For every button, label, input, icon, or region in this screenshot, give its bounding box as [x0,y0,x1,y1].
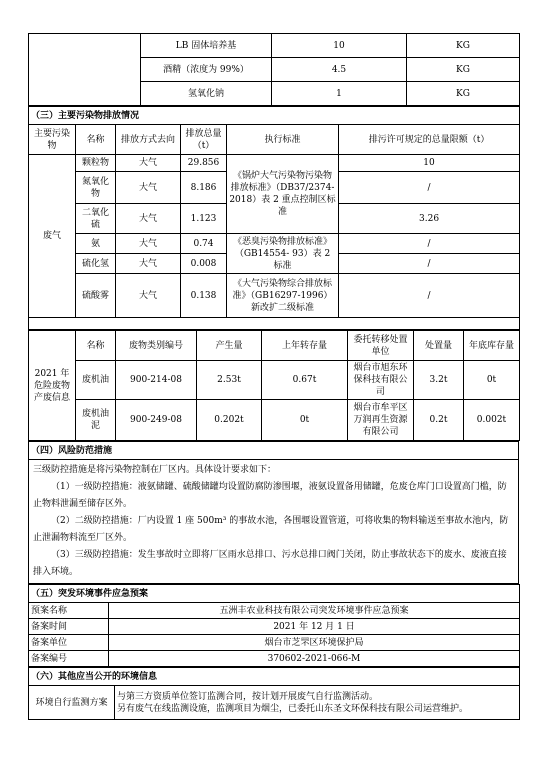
pollutant-total: 0.138 [181,274,227,318]
plan-value: 370602-2021-066-M [109,651,520,667]
hw-name: 废机油 [76,361,116,400]
monitoring-row [29,686,520,720]
plan-row [29,603,520,619]
pollutant-total: 29.856 [181,155,227,172]
pollutant-total: 0.74 [181,234,227,254]
pollutant-mode: 大气 [116,204,181,234]
hw-gen: 2.53t [197,361,262,400]
pollutant-total: 0.008 [181,254,227,274]
pollutant-table [28,106,520,330]
plan-value: 五洲丰农业科技有限公司突发环境事件应急预案 [109,603,520,619]
waste-gas-label: 废气 [29,155,76,318]
pollutant-mode: 大气 [116,254,181,274]
risk-level-2: （2）二级防控措施：厂内设置 1 座 500m³ 的事故水池，各围堰设置管道，可将收集的物料输送至事故水池内，防止泄漏物料流至厂区外。 [33,516,509,543]
risk-table [28,441,519,584]
pollutant-mode: 大气 [116,274,181,318]
hw-unit: 烟台市旭东环保科技有限公司 [348,361,414,400]
plan-value: 2021 年 12 月 1 日 [109,619,520,635]
pollutant-row [29,234,520,254]
hw-disp: 3.2t [414,361,464,400]
materials-row [29,34,520,58]
hw-code: 900-249-08 [116,400,197,441]
pollutant-mode: 大气 [116,234,181,254]
monitoring-line-2: 另有废气在线监测设施，监测项目为烟尘，已委托山东圣文环保科技有限公司运营维护。 [117,703,469,714]
header-main-pollutant: 主要污染物 [29,125,76,155]
plan-label: 备案编号 [29,651,109,667]
emergency-plan-table [28,584,520,667]
plan-label: 预案名称 [29,603,109,619]
pollutant-name: 氨 [76,234,116,254]
hw-name: 废机油泥 [76,400,116,441]
standard-comprehensive: 《大气污染物综合排放标准》（GB16297-1996）新改扩二级标准 [227,274,339,318]
hw-header: 年底库存量 [464,331,520,361]
hw-header: 废物类别编号 [116,331,197,361]
plan-row [29,651,520,667]
monitoring-label: 环境自行监测方案 [29,686,115,720]
section-6-title: （六）其他应当公开的环境信息 [29,668,520,686]
header-total: 排放总量（t） [181,125,227,155]
hw-disp: 0.2t [414,400,464,441]
header-mode: 排放方式去向 [116,125,181,155]
materials-blank-cell [29,34,141,106]
pollutant-limit: / [339,234,520,254]
material-qty: 4.5 [272,58,407,82]
pollutant-name: 颗粒物 [76,155,116,172]
materials-table [28,33,520,106]
section-4-title: （四）风险防范措施 [29,442,519,460]
plan-label: 备案单位 [29,635,109,651]
material-unit: KG [407,58,520,82]
material-unit: KG [407,34,520,58]
material-name: 氢氧化钠 [141,82,272,106]
material-qty: 10 [272,34,407,58]
material-name: LB 固体培养基 [141,34,272,58]
pollutant-mode: 大气 [116,155,181,172]
risk-level-1: （1）一级防控措施：液氨储罐、硫酸储罐均设置防腐防渗围堰，液氨设置备用储罐，危废仓库门口设置高门槛，防止物料泄漏至储存区外。 [33,482,507,509]
hw-header: 名称 [76,331,116,361]
hw-code: 900-214-08 [116,361,197,400]
risk-measures-text [29,460,519,584]
header-name: 名称 [76,125,116,155]
plan-row [29,635,520,651]
other-info-table [28,667,520,720]
plan-label: 备案时间 [29,619,109,635]
hw-header: 上年转存量 [262,331,348,361]
material-unit: KG [407,82,520,106]
pollutant-name: 硫化氢 [76,254,116,274]
pollutant-name: 二氧化硫 [76,204,116,234]
hw-row [29,361,520,400]
spacer-row [29,318,520,330]
monitoring-line-1: 与第三方资质单位签订监测合同，按计划开展废气自行监测活动。 [117,691,379,702]
hw-stock: 0.002t [464,400,520,441]
risk-level-3: （3）三级防控措施：发生事故时立即将厂区雨水总排口、污水总排口阀门关闭，防止事故状态下的废水、废液直接排入环境。 [33,550,507,577]
plan-row [29,619,520,635]
pollutant-limit: / [339,274,520,318]
hw-carry: 0.67t [262,361,348,400]
pollutant-limit: 10 [339,155,520,172]
pollutant-name: 硫酸雾 [76,274,116,318]
section-3-title: （三）主要污染物排放情况 [29,107,520,125]
hazardous-waste-table [28,330,520,441]
hw-carry: 0t [262,400,348,441]
hw-header-row [29,331,520,361]
pollutant-limit: 3.26 [339,204,520,234]
risk-intro: 三级防控措施是将污染物控制在厂区内。具体设计要求如下： [33,465,277,475]
hw-row [29,400,520,441]
hw-header: 处置量 [414,331,464,361]
hw-year-label: 2021 年危险废物产废信息 [29,331,76,441]
pollutant-mode: 大气 [116,172,181,204]
standard-boiler: 《锅炉大气污染物污染物排放标准》（DB37/2374-2018）表 2 重点控制区标准 [227,155,339,234]
pollutant-total: 1.123 [181,204,227,234]
material-qty: 1 [272,82,407,106]
monitoring-text [115,686,520,720]
hw-header: 委托转移处置单位 [348,331,414,361]
pollutant-limit: / [339,172,520,204]
header-limit: 排污许可规定的总量限额（t） [339,125,520,155]
pollutant-limit: / [339,254,520,274]
hw-stock: 0t [464,361,520,400]
hw-header: 产生量 [197,331,262,361]
hw-gen: 0.202t [197,400,262,441]
plan-value: 烟台市芝罘区环境保护局 [109,635,520,651]
standard-odor: 《恶臭污染物排放标准》（GB14554- 93）表 2 标准 [227,234,339,274]
header-standard: 执行标准 [227,125,339,155]
pollutant-header-row [29,125,520,155]
pollutant-row [29,274,520,318]
pollutant-name: 氮氧化物 [76,172,116,204]
pollutant-total: 8.186 [181,172,227,204]
material-name: 酒精（浓度为 99%） [141,58,272,82]
section-5-title: （五）突发环境事件应急预案 [29,585,520,603]
hw-unit: 烟台市牟平区万润再生资源有限公司 [348,400,414,441]
pollutant-row [29,155,520,172]
document-page [28,33,519,720]
